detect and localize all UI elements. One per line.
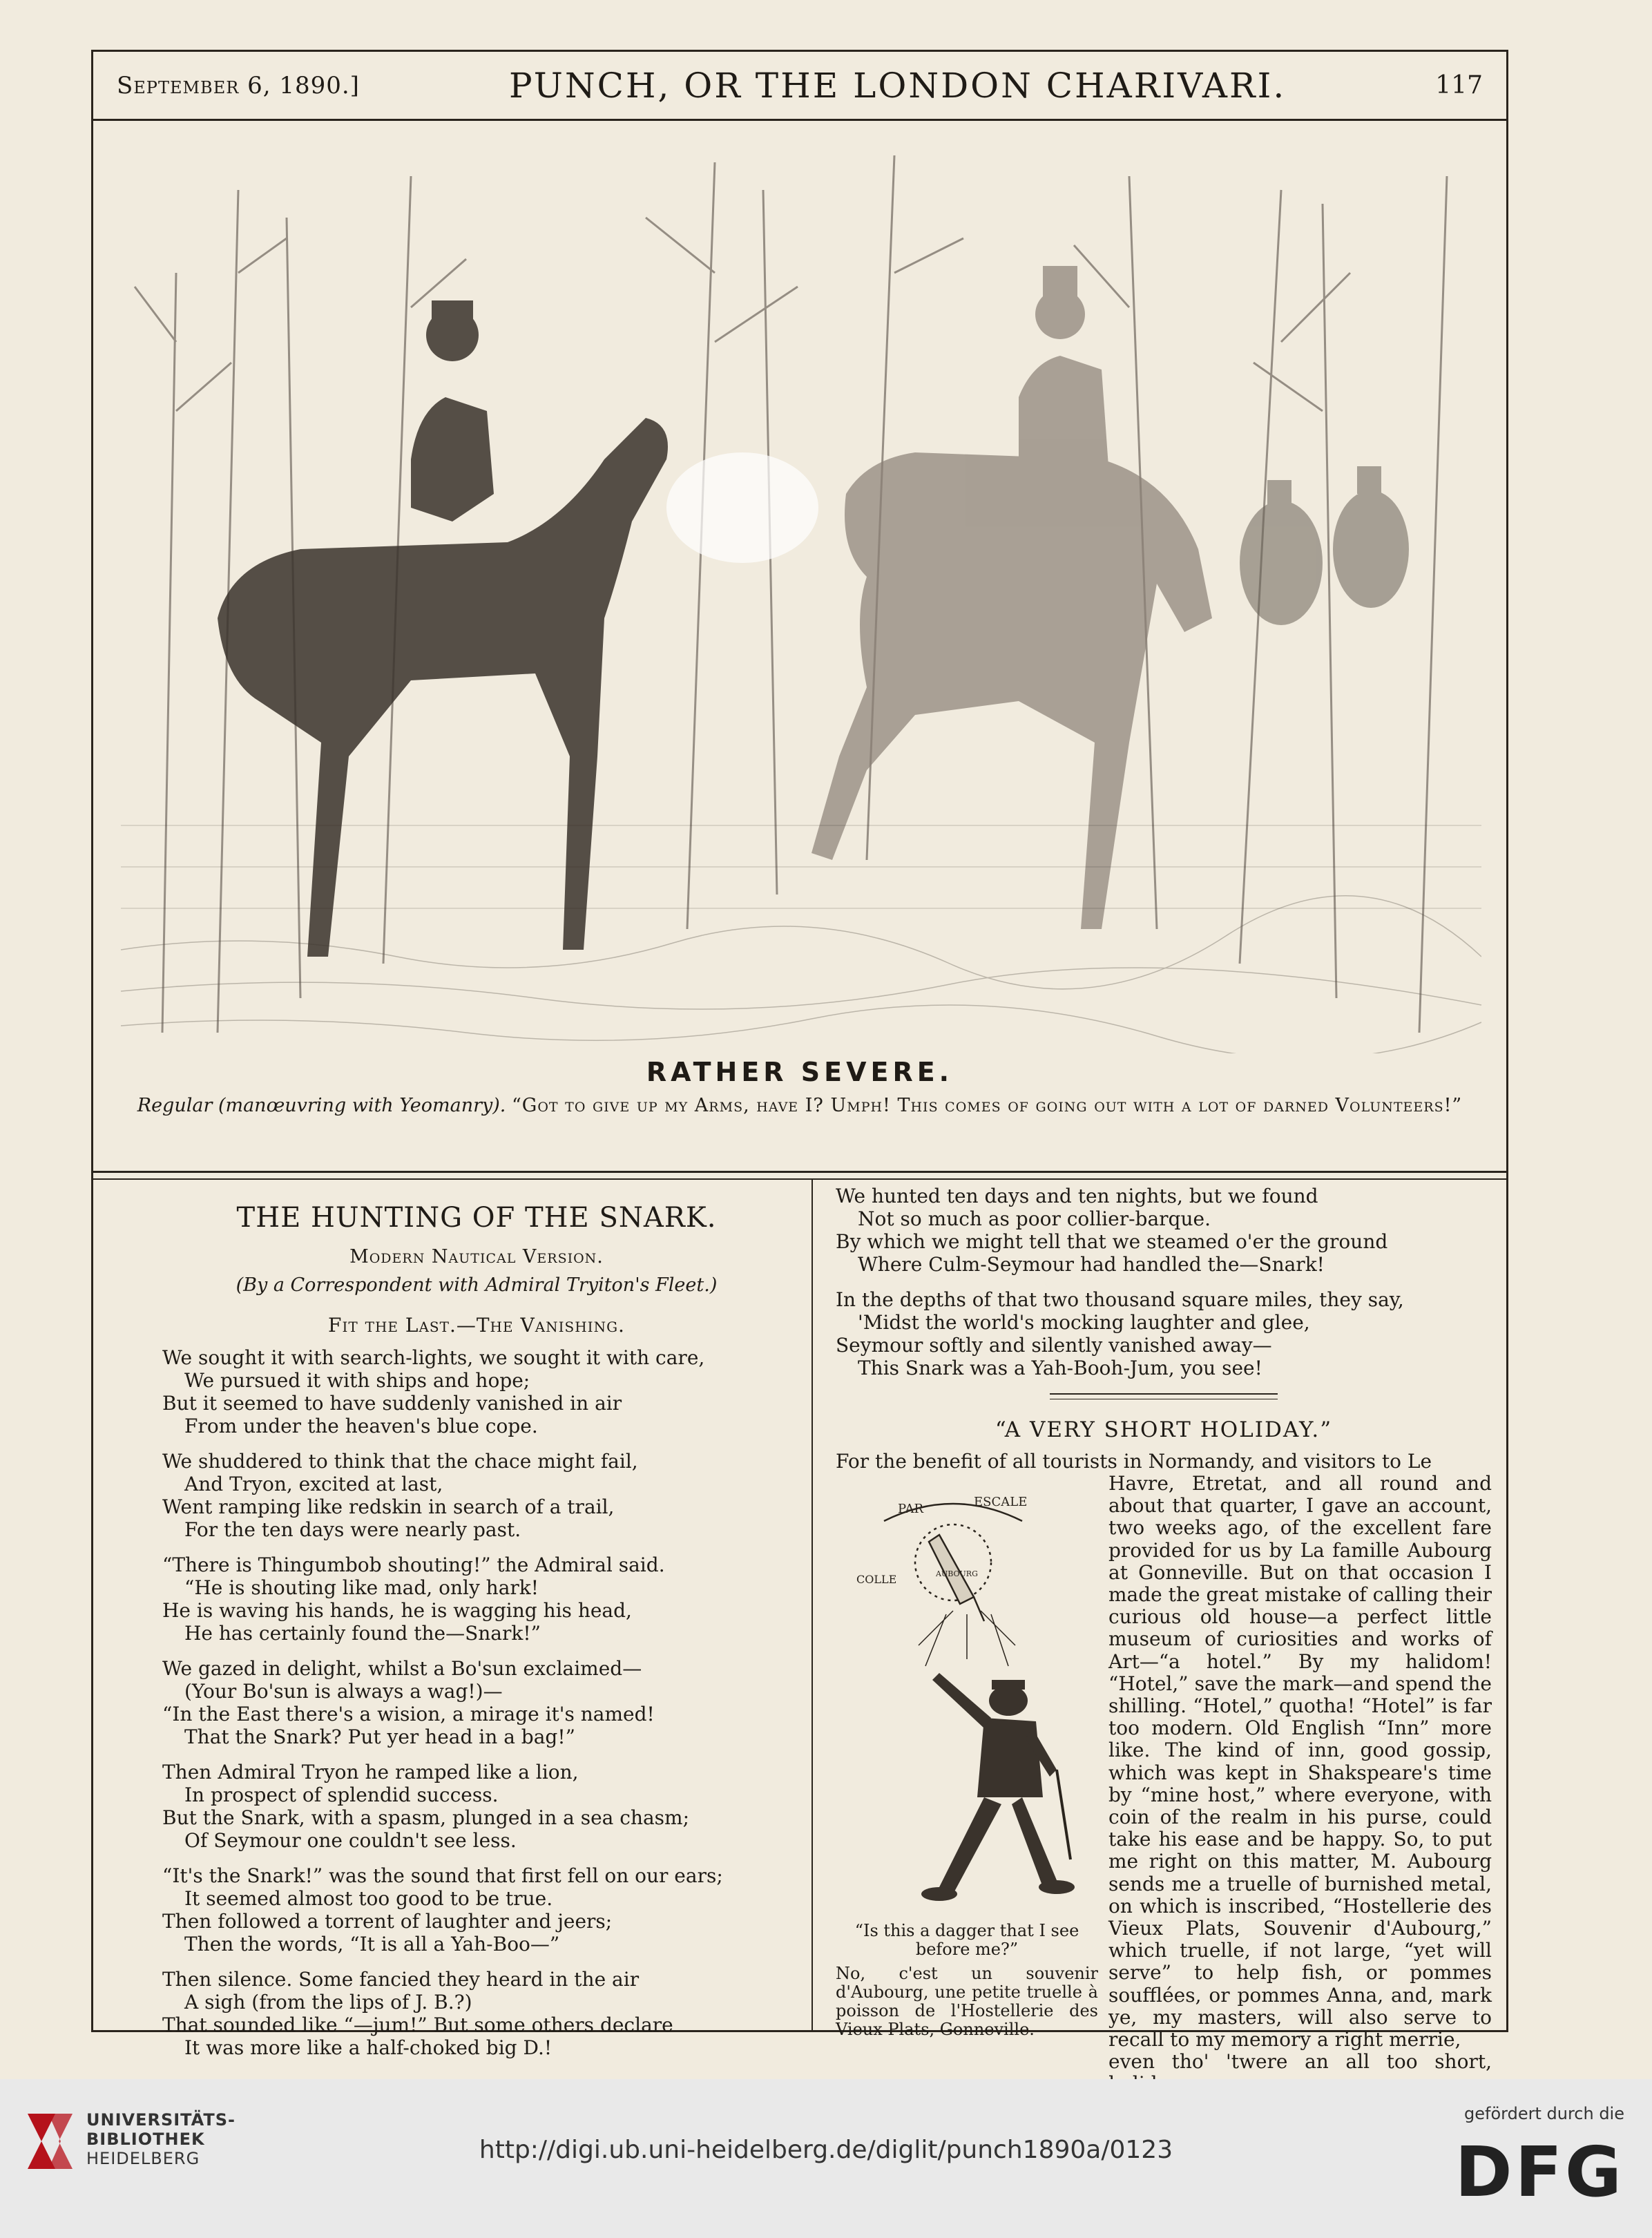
poem-line: Went ramping like redskin in search of a trail,	[162, 1495, 615, 1518]
poem-line: That the Snark? Put yer head in a bag!”	[184, 1725, 575, 1748]
vignette-caption: “Is this a dagger that I see before me?”	[854, 1921, 1079, 1959]
poem-fit-heading: Fit the Last.—The Vanishing.	[328, 1314, 625, 1337]
vignette-note: No, c'est un souvenir d'Aubourg, une petite truelle à poisson de l'Hostellerie des Vieux Plats, Gonneville.	[836, 1964, 1098, 2039]
cartoon-illustration	[121, 135, 1481, 1053]
caption-speaker: Regular (manœuvring with Yeomanry).	[137, 1095, 506, 1116]
poem-stanza	[162, 1346, 791, 1437]
side-text: COLLE	[856, 1573, 897, 1586]
poem-line: We sought it with search-lights, we sought it with care,	[162, 1346, 705, 1369]
poem-line: Then silence. Some fancied they heard in the air	[162, 1968, 640, 1991]
poem-line: Of Seymour one couldn't see less.	[184, 1829, 517, 1852]
poem-line: “In the East there's a wision, a mirage it's named!	[162, 1703, 655, 1725]
poem-line: “It's the Snark!” was the sound that first fell on our ears;	[162, 1864, 723, 1887]
poem-line: That sounded like “—jum!” But some others declare	[162, 2014, 673, 2036]
poem-line: “There is Thingumbob shouting!” the Admiral said.	[162, 1553, 665, 1576]
article-last-line: even tho' 'twere an all too short,	[1108, 2050, 1492, 2074]
library-line-2: BIBLIOTHEK	[86, 2130, 205, 2149]
poem-line: It seemed almost too good to be true.	[184, 1887, 553, 1910]
running-header	[93, 52, 1506, 121]
poem-stanza	[162, 1761, 791, 1852]
poem-line: We shuddered to think that the chace might fail,	[162, 1450, 638, 1473]
poem-line: We hunted ten days and ten nights, but we found	[836, 1185, 1318, 1207]
poem-line: Then the words, “It is all a Yah-Boo—”	[184, 1933, 560, 1955]
article-text	[1108, 1473, 1492, 2096]
poem-line: Then Admiral Tryon he ramped like a lion,	[162, 1761, 579, 1783]
poem-line: But the Snark, with a spasm, plunged in a sea chasm;	[162, 1806, 690, 1829]
column-divider	[811, 1179, 813, 2030]
article-separator	[1050, 1393, 1278, 1399]
poem-line: A sigh (from the lips of J. B.?)	[184, 1991, 472, 2014]
poem-stanza	[162, 1450, 791, 1541]
poem-line: And Tryon, excited at last,	[184, 1473, 443, 1495]
poem-line: But it seemed to have suddenly vanished in air	[162, 1392, 622, 1415]
page-number: 117	[1435, 71, 1483, 99]
article-title: “A VERY SHORT HOLIDAY.”	[995, 1417, 1333, 1442]
sponsor-label: gefördert durch die	[1464, 2104, 1624, 2123]
poem-line: “He is shouting like mad, only hark!	[184, 1576, 539, 1599]
header-title: PUNCH, OR THE LONDON CHARIVARI.	[508, 65, 1287, 106]
poem-line: He is waving his hands, he is wagging his head,	[162, 1599, 632, 1622]
blade-text: AUBOURG	[936, 1569, 978, 1578]
poem-line: In the depths of that two thousand square miles, they say,	[836, 1288, 1404, 1311]
section-rule	[93, 1171, 1506, 1180]
article-body	[836, 1473, 1492, 2094]
poem-line: Seymour softly and silently vanished away—	[836, 1334, 1272, 1357]
poem-line: It was more like a half-choked big D.!	[184, 2036, 553, 2059]
dagger-vignette	[836, 1473, 1098, 1915]
poem-stanzas-left	[162, 1346, 791, 2059]
cartoon-caption	[135, 1093, 1465, 1118]
library-line-3: HEIDELBERG	[86, 2149, 200, 2168]
poem-line: By which we might tell that we steamed o'er the ground	[836, 1230, 1388, 1253]
poem-stanza	[162, 1968, 791, 2059]
poem-stanza	[162, 1864, 791, 1955]
poem-line: Not so much as poor collier-barque.	[858, 1207, 1211, 1230]
man-with-trowel-sketch	[836, 1473, 1098, 1915]
library-line-1: UNIVERSITÄTS-	[86, 2110, 236, 2130]
poem-stanza	[836, 1288, 1492, 1379]
header-date: September 6, 1890.]	[117, 71, 360, 99]
poem-title: THE HUNTING OF THE SNARK.	[236, 1202, 717, 1234]
poem-line: From under the heaven's blue cope.	[184, 1415, 538, 1437]
poem-line: He has certainly found the—Snark!”	[184, 1622, 541, 1645]
article-first-line: For the benefit of all tourists in Normandy, and visitors to Le	[836, 1450, 1432, 1473]
poem-line: We pursued it with ships and hope;	[184, 1369, 530, 1392]
poem-subtitle: Modern Nautical Version.	[349, 1246, 604, 1268]
page-frame	[91, 50, 1508, 2074]
source-url-link[interactable]: http://digi.ub.uni-heidelberg.de/diglit/punch1890a/0123	[479, 2136, 1173, 2164]
poem-line: We gazed in delight, whilst a Bo'sun exclaimed—	[162, 1657, 642, 1680]
banner-text-right: ESCALE	[974, 1495, 1028, 1509]
poem-line: 'Midst the world's mocking laughter and glee,	[858, 1311, 1310, 1334]
poem-stanza	[162, 1657, 791, 1748]
poem-line: In prospect of splendid success.	[184, 1783, 499, 1806]
cartoon-title: RATHER SEVERE.	[646, 1057, 954, 1087]
article-paragraph: Havre, Etretat, and all round and about that quarter, I gave an account, two weeks ago, of the excellent fare provided for us by La famille Aubourg at Gonneville. But on that occasion I made the great mistake of calling their curious old house—a perfect little museum of curiosities and works of Art—“a hotel.” By my halidom! “Hotel,” save the mark—and spend the shilling. “Hotel,” quotha! “Hotel” is far too modern. Old English “Inn” more like. The kind of inn, good gossip, which was kept in Shakspeare's time by “mine host,” where everyone, with coin of the realm in his purse, could take his ease and be happy. So, to put me right on this matter, M. Aubourg sends me a truelle of burnished metal, on which is inscribed, “Hostellerie des Vieux Plats, Souvenir d'Aubourg,” which truelle, if not large, “yet will serve” to help fish, or pommes soufflées, or pommes Anna, and, mark ye, my masters, will also serve to recall to my memory a right merrie,	[1108, 1472, 1492, 2052]
poem-byline: (By a Correspondent with Admiral Tryiton's Fleet.)	[236, 1274, 718, 1296]
poem-line: Then followed a torrent of laughter and jeers;	[162, 1910, 613, 1933]
poem-stanza	[836, 1185, 1492, 1276]
digitization-footer	[0, 2079, 1652, 2238]
left-column	[162, 1202, 791, 2072]
poem-line: (Your Bo'sun is always a wag!)—	[184, 1680, 503, 1703]
forest-horsemen-engraving	[121, 135, 1481, 1053]
dfg-logo: DFG	[1454, 2132, 1624, 2212]
poem-line: Where Culm-Seymour had handled the—Snark!	[858, 1253, 1325, 1276]
banner-text-left: PAR	[898, 1502, 924, 1516]
poem-line: This Snark was a Yah-Booh-Jum, you see!	[858, 1357, 1262, 1379]
poem-line: For the ten days were nearly past.	[184, 1518, 521, 1541]
right-column	[836, 1185, 1492, 2094]
caption-quote: “Got to give up my Arms, have I? Umph! This comes of going out with a lot of darned Volunteers!”	[511, 1095, 1463, 1116]
poem-stanzas-right	[836, 1185, 1492, 1379]
poem-stanza	[162, 1553, 791, 1645]
